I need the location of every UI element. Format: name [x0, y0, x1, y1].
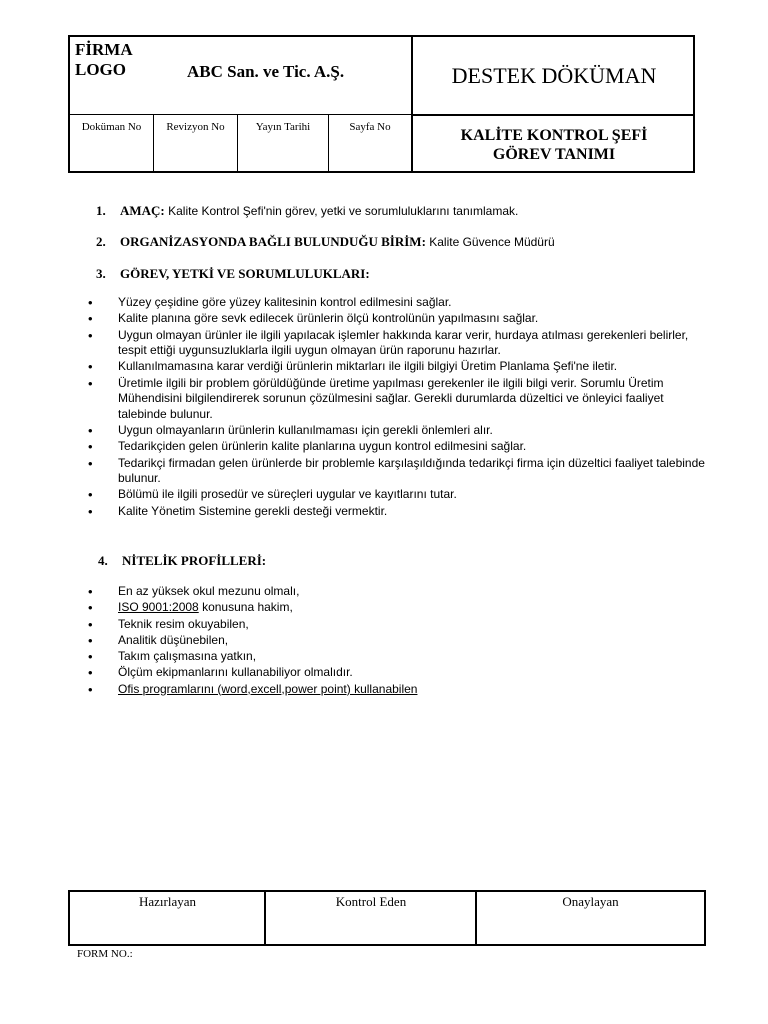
subject-line-2: GÖREV TANIMI	[492, 145, 616, 163]
signature-checked-by: Kontrol Eden	[335, 894, 407, 909]
list-item: • Bölümü ile ilgili prosedür ve süreçleri uygular ve kayıtlarını tutar.	[88, 487, 708, 503]
list-item: • Kalite Yönetim Sistemine gerekli desteği vermektir.	[88, 504, 708, 520]
list-item: • Tedarikçiden gelen ürünlerin kalite planlarına uygun kontrol edilmesini sağlar.	[88, 439, 708, 455]
section-number: 4.	[98, 553, 108, 568]
section-title: NİTELİK PROFİLLERİ:	[122, 553, 267, 568]
list-item: • Üretimle ilgili bir problem görüldüğünde üretime yapılması gerekenler ile ilgili bilgi verir. Sorumlu Üretim Mühendisini bilgilendirerek sorunun çözülmesini sağlar. Gerekli durumlarda düzeltici ve önleyici faaliyet talebinde bulunur.	[88, 376, 708, 423]
section-duties	[96, 266, 370, 282]
list-item: • Uygun olmayan ürünler ile ilgili yapılacak işlemler hakkında karar verir, hurdaya atılması gerekenleri belirler, tespit ettiği uygunsuzluklarla ilgili uygun olmayan ürün raporunu hazırlar.	[88, 328, 708, 359]
field-page-no: Sayfa No	[349, 121, 391, 133]
iso-standard-link: ISO 9001:2008	[118, 600, 199, 615]
field-document-no: Doküman No	[81, 121, 142, 133]
list-item-text: konusuna hakim,	[198, 600, 293, 615]
duties-list	[88, 295, 708, 520]
list-item: • En az yüksek okul mezunu olmalı,	[88, 584, 708, 600]
signature-approved-by: Onaylayan	[562, 894, 619, 909]
document-subject	[413, 116, 695, 173]
section-number: 1.	[96, 203, 106, 218]
firma-logo-placeholder	[75, 40, 133, 80]
logo-label: LOGO	[75, 60, 127, 79]
list-item: • Ölçüm ekipmanlarını kullanabiliyor olmalıdır.	[88, 665, 708, 681]
list-item: • Takım çalışmasına yatkın,	[88, 649, 708, 665]
firma-label: FİRMA	[75, 40, 133, 59]
list-item: • Tedarikçi firmadan gelen ürünlerde bir problemle karşılaşıldığında tedarikçi firma için düzeltici faaliyet talebinde bulunur.	[88, 456, 708, 487]
section-number: 2.	[96, 234, 106, 249]
field-publish-date: Yayın Tarihi	[255, 121, 311, 133]
subject-line-1: KALİTE KONTROL ŞEFİ	[460, 126, 648, 144]
field-revision-no: Revizyon No	[166, 121, 225, 133]
section-title: AMAÇ:	[120, 203, 165, 218]
qualifications-list	[88, 584, 708, 698]
form-number: FORM NO.:	[77, 948, 133, 960]
document-header-table	[68, 35, 695, 173]
section-purpose	[96, 203, 518, 219]
header-divider	[70, 114, 411, 115]
list-item: • Analitik düşünebilen,	[88, 633, 708, 649]
section-text: Kalite Kontrol Şefi'nin görev, yetki ve sorumluluklarını tanımlamak.	[164, 204, 519, 218]
list-item: • Teknik resim okuyabilen,	[88, 617, 708, 633]
signature-prepared-by: Hazırlayan	[138, 894, 197, 909]
section-number: 3.	[96, 266, 106, 281]
section-qualifications	[98, 553, 266, 569]
section-text: Kalite Güvence Müdürü	[425, 235, 555, 249]
list-item-text: Ofis programlarını (word,excell,power point) kullanabilen	[118, 681, 418, 696]
list-item	[88, 600, 708, 616]
list-item: • Kalite planına göre sevk edilecek ürünlerin ölçü kontrolünün yapılmasını sağlar.	[88, 311, 708, 327]
signature-table	[68, 890, 706, 946]
list-item	[88, 682, 708, 698]
document-type: DESTEK DÖKÜMAN	[451, 62, 657, 88]
list-item: • Kullanılmamasına karar verdiği ürünlerin miktarları ile ilgili bilgiyi Üretim Planlama Şefi'ne iletir.	[88, 359, 708, 375]
company-name: ABC San. ve Tic. A.Ş.	[187, 62, 345, 81]
list-item: • Yüzey çeşidine göre yüzey kalitesinin kontrol edilmesini sağlar.	[88, 295, 708, 311]
section-title: ORGANİZASYONDA BAĞLI BULUNDUĞU BİRİM:	[120, 234, 426, 249]
section-title: GÖREV, YETKİ VE SORUMLULUKLARI:	[120, 266, 370, 281]
section-organization	[96, 234, 555, 250]
list-item: • Uygun olmayanların ürünlerin kullanılmaması için gerekli önlemleri alır.	[88, 423, 708, 439]
